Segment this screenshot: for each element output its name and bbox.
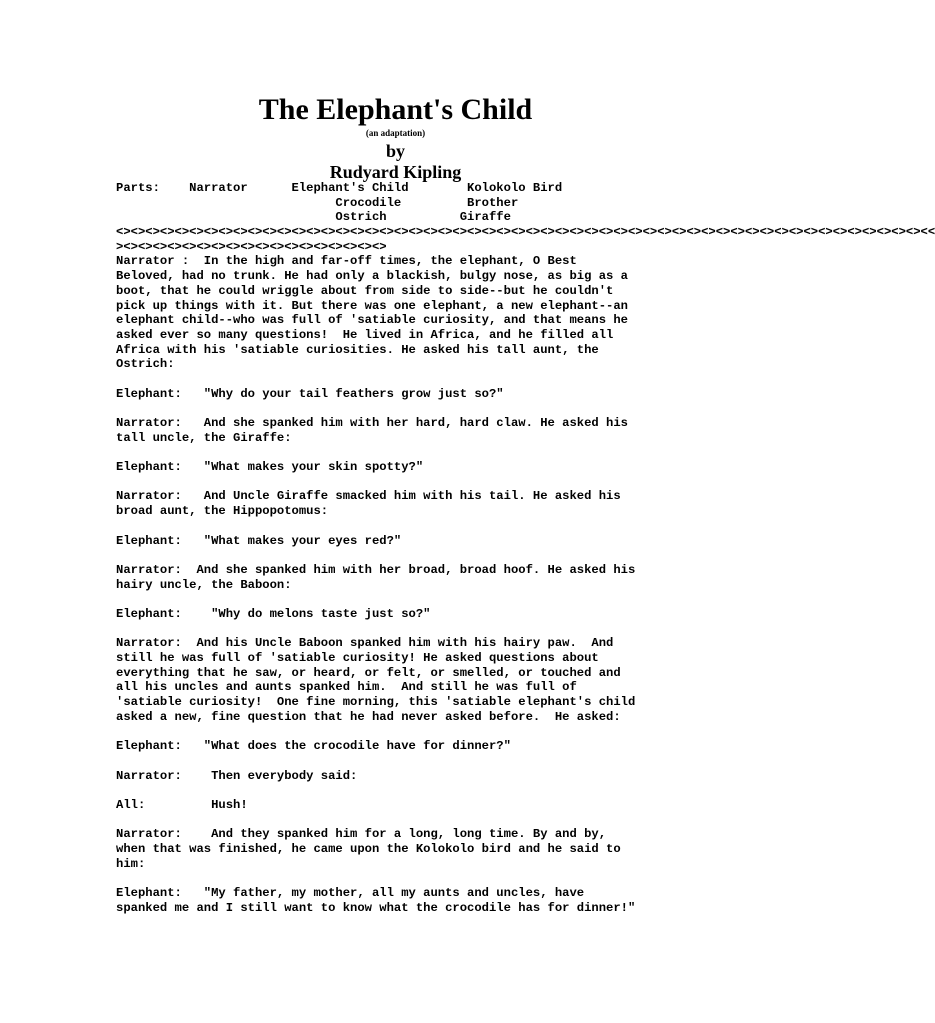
blank-line <box>116 445 676 460</box>
text-line: everything that he saw, or heard, or felt, or smelled, or touched and <box>116 665 621 680</box>
text-line: Elephant: "Why do your tail feathers grow just so?" <box>116 386 504 401</box>
text-line: Elephant: "What makes your skin spotty?" <box>116 460 424 475</box>
text-line: <><><><><><><><><><><><><><><><><><><><><><><><><><><><><><><><><><><><><><><><><><><><><><><><><><><><><><><><< <box>116 225 935 240</box>
blank-line <box>116 519 676 534</box>
text-line: Crocodile Brother <box>116 195 519 210</box>
text-line: 'satiable curiosity! One fine morning, this 'satiable elephant's child <box>116 695 636 710</box>
text-line: asked a new, fine question that he had never asked before. He asked: <box>116 709 621 724</box>
text-line: Narrator: And his Uncle Baboon spanked him with his hairy paw. And <box>116 636 614 651</box>
text-line: Elephant: "What does the crocodile have for dinner?" <box>116 739 511 754</box>
text-line: Elephant: "My father, my mother, all my aunts and uncles, have <box>116 886 585 900</box>
byline-by: by <box>385 141 405 161</box>
text-line: Africa with his 'satiable curiosities. He asked his tall aunt, the <box>116 342 599 357</box>
author-name: Rudyard Kipling <box>329 162 462 182</box>
blank-line <box>116 871 676 886</box>
text-line: Narrator: And she spanked him with her broad, broad hoof. He asked his <box>116 562 636 577</box>
text-line: all his uncles and aunts spanked him. And still he was full of <box>116 680 577 695</box>
text-line: Narrator: And they spanked him for a long, long time. By and by, <box>116 827 607 842</box>
text-line: spanked me and I still want to know what the crocodile has for dinner!" <box>116 900 636 915</box>
document-subtitle: (an adaptation) <box>365 128 426 138</box>
blank-line <box>116 401 676 416</box>
text-line: elephant child--who was full of 'satiable curiosity, and that means he <box>116 313 628 328</box>
blank-line <box>116 622 676 637</box>
text-line: boot, that he could wriggle about from side to side--but he couldn't <box>116 283 614 298</box>
text-line: All: Hush! <box>116 797 248 812</box>
text-line: Elephant: "Why do melons taste just so?" <box>116 606 431 621</box>
blank-line <box>116 783 676 798</box>
script-body <box>116 181 935 915</box>
blank-line <box>116 754 676 769</box>
text-line: Narrator: And she spanked him with her hard, hard claw. He asked his <box>116 416 628 430</box>
text-line: broad aunt, the Hippopotomus: <box>116 504 329 519</box>
text-line: Parts: Narrator Elephant's Child Kolokolo Bird <box>116 181 563 195</box>
text-line: tall uncle, the Giraffe: <box>116 430 292 445</box>
text-line: hairy uncle, the Baboon: <box>116 577 292 592</box>
text-line: Narrator: And Uncle Giraffe smacked him with his tail. He asked his <box>116 489 621 504</box>
document-title: The Elephant's Child <box>258 93 533 126</box>
blank-line <box>116 592 676 607</box>
blank-line <box>116 724 676 739</box>
blank-line <box>116 813 676 828</box>
text-line: Elephant: "What makes your eyes red?" <box>116 533 402 548</box>
text-line: Beloved, had no trunk. He had only a blackish, bulgy nose, as big as a <box>116 269 628 284</box>
text-line: him: <box>116 856 146 871</box>
blank-line <box>116 548 676 563</box>
text-line: Ostrich: <box>116 357 175 372</box>
text-line: ><><><><><><><><><><><><><><><><><><> <box>116 239 387 254</box>
text-line: when that was finished, he came upon the Kolokolo bird and he said to <box>116 841 621 856</box>
text-line: still he was full of 'satiable curiosity! He asked questions about <box>116 651 599 665</box>
text-line: Narrator: Then everybody said: <box>116 768 358 783</box>
text-line: Narrator : In the high and far-off times, the elephant, O Best <box>116 254 577 269</box>
text-line: pick up things with it. But there was one elephant, a new elephant--an <box>116 298 628 313</box>
text-line: Ostrich Giraffe <box>116 210 511 225</box>
blank-line <box>116 372 676 387</box>
text-line: asked ever so many questions! He lived in Africa, and he filled all <box>116 327 614 342</box>
blank-line <box>116 475 676 490</box>
